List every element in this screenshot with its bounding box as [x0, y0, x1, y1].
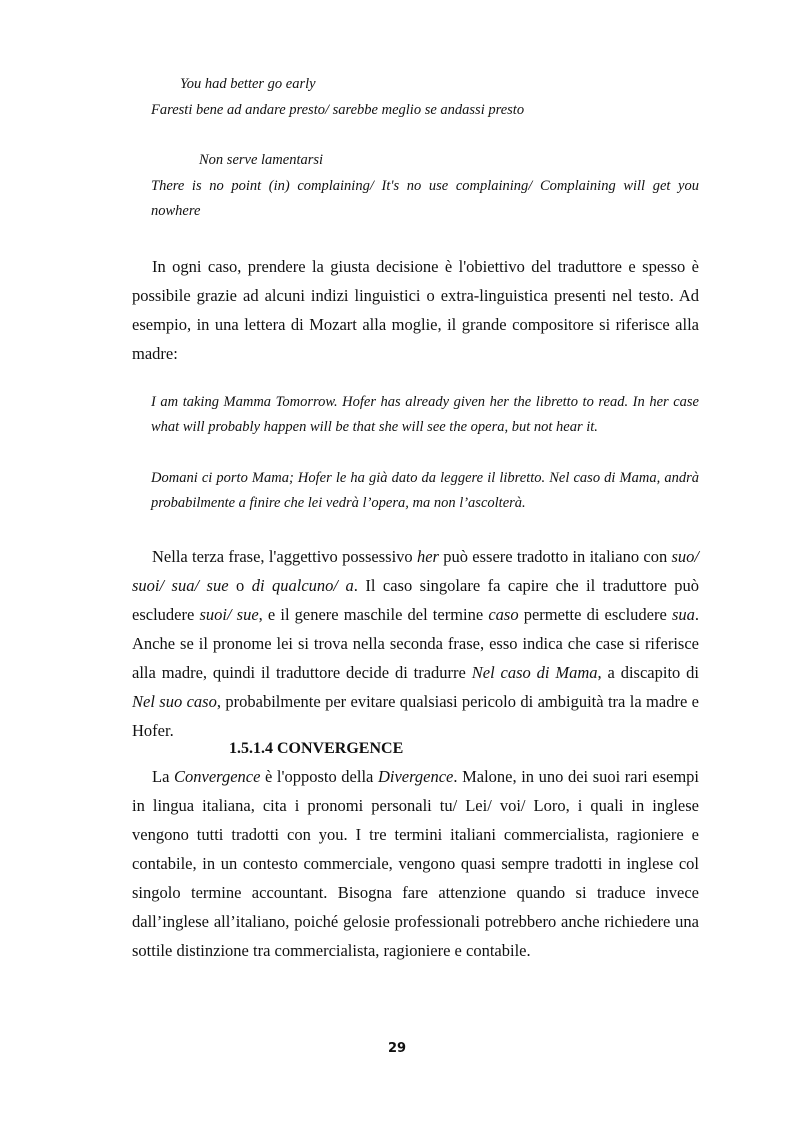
- text-run: . Il caso singolare fa capire che il traduttore può escludere: [132, 576, 700, 624]
- example-2-italian: Non serve lamentarsi: [199, 152, 324, 168]
- italic-term: Nel caso di Mama: [471, 663, 598, 682]
- text-run: , e il genere maschile del termine: [258, 605, 489, 624]
- text-run: permette di escludere: [518, 605, 672, 624]
- example-2-english-line-1: There is no point (in) complaining/ It's no use complaining/ Complaining will get you: [151, 178, 699, 194]
- text-run: , probabilmente per evitare qualsiasi pericolo di ambiguità tra la madre e Hofer.: [132, 692, 699, 740]
- page-number: 29: [387, 1041, 407, 1056]
- italic-term: Divergence: [377, 767, 454, 786]
- italic-term: caso: [488, 605, 519, 624]
- text-run: è l'opposto della: [260, 767, 378, 786]
- italic-term: Nel suo caso: [132, 692, 217, 711]
- quote-english: I am taking Mamma Tomorrow. Hofer has already given her the libretto to read. In her case what will probably happen will be that she will see the opera, but not hear it.: [151, 394, 699, 435]
- text-run: . Anche se il pronome lei si trova nella seconda frase, esso indica che case si riferisce alla madre, quindi il traduttore decide di tradurre: [132, 605, 700, 682]
- example-2-english-line-2: nowhere: [151, 203, 201, 219]
- italic-term: suoi/ sue: [199, 605, 259, 624]
- text-run: La: [152, 767, 174, 786]
- example-1-english: You had better go early: [180, 76, 316, 92]
- italic-term: her: [416, 547, 439, 566]
- text-run: o: [228, 576, 252, 595]
- paragraph-her-analysis: [132, 542, 699, 745]
- text-run: Nella terza frase, l'aggettivo possessivo: [152, 547, 417, 566]
- quote-italian: Domani ci porto Mama; Hofer le ha già dato da leggere il libretto. Nel caso di Mama, andrà probabilmente a finire che lei vedrà l’opera, ma non l’ascolterà.: [151, 470, 699, 511]
- section-heading: 1.5.1.4 CONVERGENCE: [229, 740, 404, 757]
- italic-term: sua: [671, 605, 695, 624]
- italic-term: di qualcuno/ a: [251, 576, 354, 595]
- text-run: . Malone, in uno dei suoi rari esempi in lingua italiana, cita i pronomi personali tu/ Lei/ voi/ Loro, i quali in inglese vengono tutti tradotti con you. I tre termini italiani commercialista, ragioniere e contabile, in un contesto commerciale, vengono quasi sempre tradotti in inglese col singolo termine accountant. Bisogna fare attenzione quando si traduce invece dall’inglese all’italiano, poiché gelosie professionali potrebbero anche richiedere una sottile distinzione tra commercialista, ragioniere e contabile.: [132, 767, 699, 960]
- paragraph-convergence: [132, 762, 699, 965]
- text-run: può essere tradotto in italiano con: [438, 547, 672, 566]
- italic-term: Convergence: [173, 767, 261, 786]
- paragraph-mozart-intro: In ogni caso, prendere la giusta decisione è l'obiettivo del traduttore e spesso è possibile grazie ad alcuni indizi linguistici o extra-linguistica presenti nel testo. Ad esempio, in una lettera di Mozart alla moglie, il grande compositore si riferisce alla madre:: [132, 257, 699, 363]
- text-run: , a discapito di: [597, 663, 700, 682]
- example-1-italian: Faresti bene ad andare presto/ sarebbe meglio se andassi presto: [151, 102, 525, 118]
- italic-term: suo/ suoi/ sua/ sue: [132, 547, 699, 595]
